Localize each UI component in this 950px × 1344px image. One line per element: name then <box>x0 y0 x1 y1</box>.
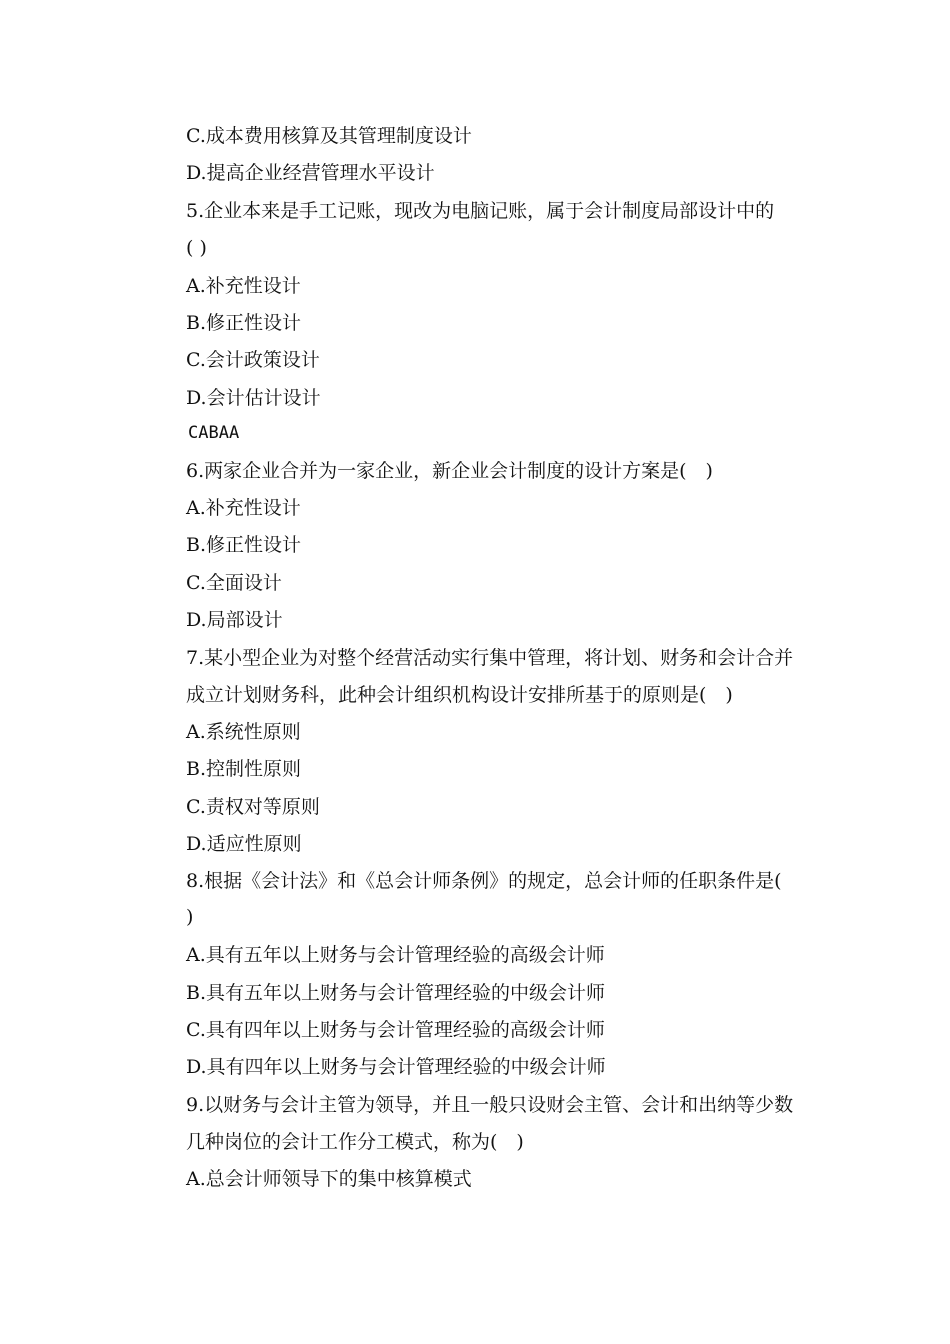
option-6d: D.局部设计 <box>186 609 283 631</box>
option-5d: D.会计估计设计 <box>186 387 321 409</box>
option-5c: C.会计政策设计 <box>186 349 320 371</box>
option-6b: B.修正性设计 <box>186 534 302 556</box>
option-9a: A.总会计师领导下的集中核算模式 <box>186 1168 472 1190</box>
question-9-line-2: 几种岗位的会计工作分工模式，称为( ) <box>186 1131 524 1153</box>
option-7c: C.责权对等原则 <box>186 796 320 818</box>
question-8-blank: ) <box>186 906 194 928</box>
option-5a: A.补充性设计 <box>186 275 301 297</box>
option-8a: A.具有五年以上财务与会计管理经验的高级会计师 <box>186 944 605 966</box>
question-8: 8.根据《会计法》和《总会计师条例》的规定，总会计师的任职条件是( <box>186 870 782 892</box>
option-6c: C.全面设计 <box>186 572 282 594</box>
question-7-line-1: 7.某小型企业为对整个经营活动实行集中管理，将计划、财务和会计合并 <box>186 647 794 669</box>
option-8b: B.具有五年以上财务与会计管理经验的中级会计师 <box>186 982 606 1004</box>
answer-key: CABAA <box>188 423 240 443</box>
option-6a: A.补充性设计 <box>186 497 301 519</box>
question-5: 5.企业本来是手工记账，现改为电脑记账，属于会计制度局部设计中的 <box>186 200 775 222</box>
option-8d: D.具有四年以上财务与会计管理经验的中级会计师 <box>186 1056 606 1078</box>
option-5b: B.修正性设计 <box>186 312 302 334</box>
option-8c: C.具有四年以上财务与会计管理经验的高级会计师 <box>186 1019 605 1041</box>
question-5-blank: ( ) <box>186 237 207 259</box>
option-4c: C.成本费用核算及其管理制度设计 <box>186 125 472 147</box>
question-9-line-1: 9.以财务与会计主管为领导，并且一般只设财会主管、会计和出纳等少数 <box>186 1094 794 1116</box>
option-7b: B.控制性原则 <box>186 758 302 780</box>
option-7a: A.系统性原则 <box>186 721 301 743</box>
question-6: 6.两家企业合并为一家企业，新企业会计制度的设计方案是( ) <box>186 460 713 482</box>
option-7d: D.适应性原则 <box>186 833 302 855</box>
question-7-line-2: 成立计划财务科，此种会计组织机构设计安排所基于的原则是( ) <box>186 684 733 706</box>
option-4d: D.提高企业经营管理水平设计 <box>186 162 435 184</box>
